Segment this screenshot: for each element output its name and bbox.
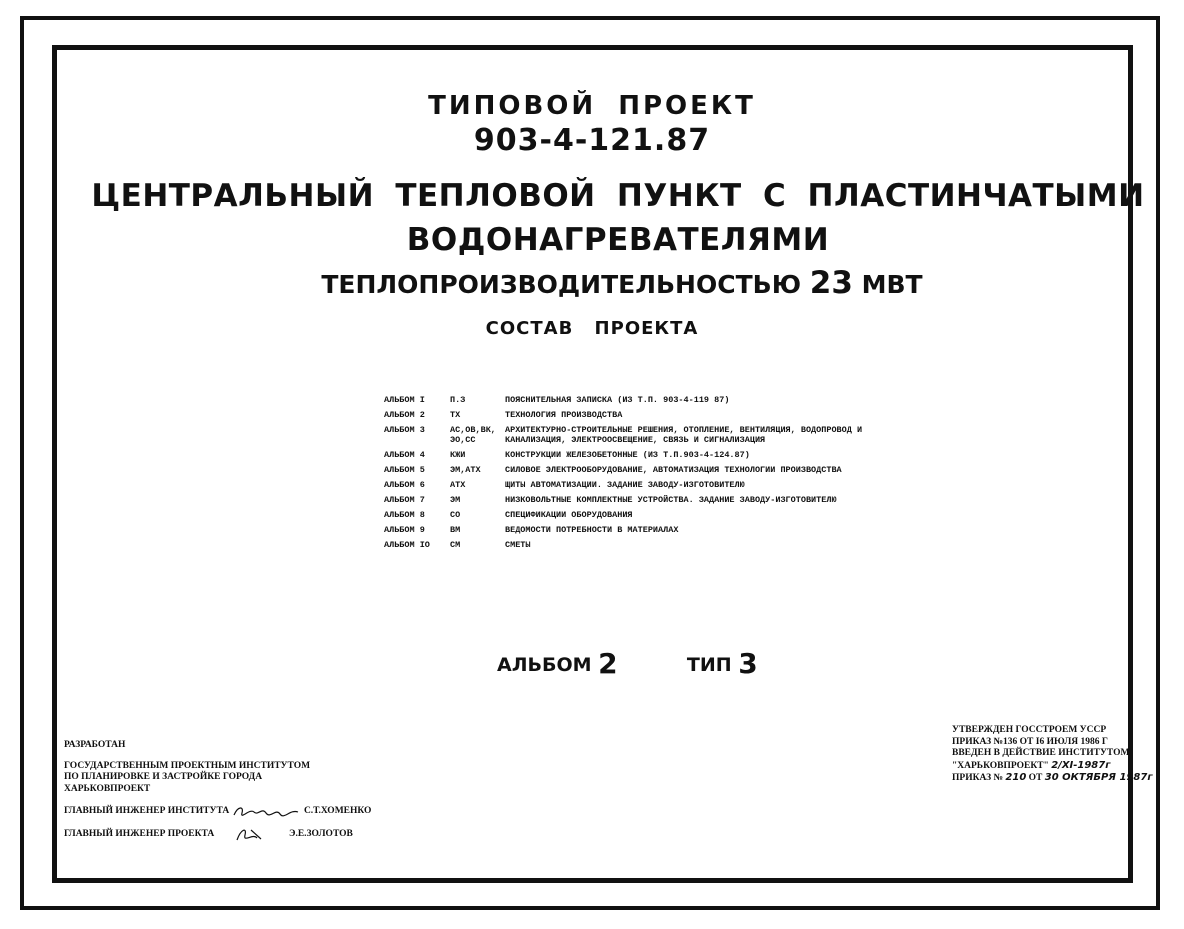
chief-engineer-project-label: ГЛАВНЫЙ ИНЖЕНЕР ПРОЕКТА xyxy=(64,829,215,840)
description-cell: ТЕХНОЛОГИЯ ПРОИЗВОДСТВА xyxy=(505,410,623,420)
capacity-unit: МВТ xyxy=(861,270,923,299)
albums-table xyxy=(384,395,865,555)
order-date-hand: 30 ОКТЯБРЯ 1987г xyxy=(1044,772,1153,783)
description-cell: СПЕЦИФИКАЦИИ ОБОРУДОВАНИЯ xyxy=(505,510,633,520)
album-cell: АЛЬБОМ IO xyxy=(384,540,430,550)
album-type-line xyxy=(497,645,758,678)
album-number: 2 xyxy=(598,647,618,680)
approval-line3: ВВЕДЕН В ДЕЙСТВИЕ ИНСТИТУТОМ xyxy=(952,748,1130,758)
project-type-label: ТИПОВОЙ ПРОЕКТ xyxy=(428,91,756,121)
album-cell: АЛЬБОМ I xyxy=(384,395,425,405)
code-cell: СО xyxy=(450,510,461,520)
table-row xyxy=(384,395,865,410)
table-row xyxy=(384,495,865,510)
code-cell: ЭМ xyxy=(450,495,461,505)
developer-block xyxy=(64,740,371,841)
capacity-prefix: ТЕПЛОПРОИЗВОДИТЕЛЬНОСТЬЮ xyxy=(321,270,802,299)
approval-block xyxy=(952,725,1153,785)
developer-org-line1: ГОСУДАРСТВЕННЫМ ПРОЕКТНЫМ ИНСТИТУТОМ xyxy=(64,760,311,771)
code-cell: АТХ xyxy=(450,480,466,490)
approval-date-hand: 2/XI-1987г xyxy=(1051,759,1111,771)
table-row xyxy=(384,525,865,540)
description-cell: КОНСТРУКЦИИ ЖЕЛЕЗОБЕТОННЫЕ (ИЗ Т.П.903-4-124.87) xyxy=(505,450,750,460)
order-number-hand: 210 xyxy=(1005,772,1027,783)
approval-line2: ПРИКАЗ №136 ОТ I6 ИЮЛЯ 1986 Г xyxy=(952,736,1108,747)
chief-engineer-institute-row xyxy=(64,804,371,818)
chief-engineer-project-name: Э.Е.ЗОЛОТОВ xyxy=(289,829,353,840)
signature-icon xyxy=(232,804,302,818)
approval-org: "ХАРЬКОВПРОЕКТ" xyxy=(952,760,1049,771)
description-cell: СИЛОВОЕ ЭЛЕКТРООБОРУДОВАНИЕ, АВТОМАТИЗАЦИЯ ТЕХНОЛОГИИ ПРОИЗВОДСТВА xyxy=(505,465,842,475)
album-cell: АЛЬБОМ 5 xyxy=(384,465,425,475)
code-cell: ВМ xyxy=(450,525,461,535)
album-cell: АЛЬБОМ 2 xyxy=(384,410,425,420)
approval-line1: УТВЕРЖДЕН ГОССТРОЕМ УССР xyxy=(952,725,1107,735)
chief-engineer-institute-name: С.Т.ХОМЕНКО xyxy=(303,806,372,817)
developer-org-line3: ХАРЬКОВПРОЕКТ xyxy=(64,783,151,794)
description-cell: АРХИТЕКТУРНО-СТРОИТЕЛЬНЫЕ РЕШЕНИЯ, ОТОПЛЕНИЕ, ВЕНТИЛЯЦИЯ, ВОДОПРОВОД И КАНАЛИЗАЦИЯ, ЭЛЕКТРООСВЕЩЕНИЕ, СВЯЗЬ И СИГНАЛИЗАЦИЯ xyxy=(505,425,863,445)
description-cell: ЩИТЫ АВТОМАТИЗАЦИИ. ЗАДАНИЕ ЗАВОДУ-ИЗГОТОВИТЕЛЮ xyxy=(505,480,745,490)
code-cell: ЭМ,АТХ xyxy=(450,465,481,475)
order-label: ПРИКАЗ № xyxy=(952,773,1004,783)
album-label: АЛЬБОМ xyxy=(497,654,592,676)
album-cell: АЛЬБОМ 7 xyxy=(384,495,425,505)
album-cell: АЛЬБОМ 9 xyxy=(384,525,425,535)
album-cell: АЛЬБОМ 6 xyxy=(384,480,425,490)
table-row xyxy=(384,465,865,480)
code-cell: П.З xyxy=(450,395,466,405)
table-row xyxy=(384,410,865,425)
composition-heading: СОСТАВ ПРОЕКТА xyxy=(485,318,699,339)
table-row xyxy=(384,540,865,555)
table-row xyxy=(384,510,865,525)
project-name-line3 xyxy=(30,265,1184,301)
approval-line5 xyxy=(952,772,1153,785)
developer-org-line2: ПО ПЛАНИРОВКЕ И ЗАСТРОЙКЕ ГОРОДА xyxy=(64,772,263,782)
project-number: 903-4-121.87 xyxy=(473,123,711,158)
album-cell: АЛЬБОМ 8 xyxy=(384,510,425,520)
chief-engineer-project-row xyxy=(64,827,371,841)
project-name-line1: ЦЕНТРАЛЬНЫЙ ТЕПЛОВОЙ ПУНКТ С ПЛАСТИНЧАТЫМИ xyxy=(91,178,1145,214)
code-cell: КЖИ xyxy=(450,450,466,460)
album-cell: АЛЬБОМ 3 xyxy=(384,425,425,435)
type-label: ТИП xyxy=(686,654,732,676)
code-cell: АС,ОВ,ВК, ЭО,СС xyxy=(450,425,496,445)
table-row xyxy=(384,425,865,450)
signature-icon xyxy=(217,827,287,841)
order-from-label: ОТ xyxy=(1028,773,1043,783)
code-cell: ТХ xyxy=(450,410,461,420)
table-row xyxy=(384,450,865,465)
capacity-value: 23 xyxy=(809,265,853,301)
table-row xyxy=(384,480,865,495)
developer-heading: РАЗРАБОТАН xyxy=(64,740,126,750)
album-cell: АЛЬБОМ 4 xyxy=(384,450,425,460)
code-cell: СМ xyxy=(450,540,461,550)
approval-line4 xyxy=(952,760,1153,773)
description-cell: НИЗКОВОЛЬТНЫЕ КОМПЛЕКТНЫЕ УСТРОЙСТВА. ЗАДАНИЕ ЗАВОДУ-ИЗГОТОВИТЕЛЮ xyxy=(505,495,837,505)
description-cell: СМЕТЫ xyxy=(505,540,531,550)
chief-engineer-institute-label: ГЛАВНЫЙ ИНЖЕНЕР ИНСТИТУТА xyxy=(64,806,230,817)
type-number: 3 xyxy=(738,647,758,680)
description-cell: ПОЯСНИТЕЛЬНАЯ ЗАПИСКА (ИЗ Т.П. 903-4-119 87) xyxy=(505,395,730,405)
description-cell: ВЕДОМОСТИ ПОТРЕБНОСТИ В МАТЕРИАЛАХ xyxy=(505,525,679,535)
project-name-line2: ВОДОНАГРЕВАТЕЛЯМИ xyxy=(406,222,830,258)
